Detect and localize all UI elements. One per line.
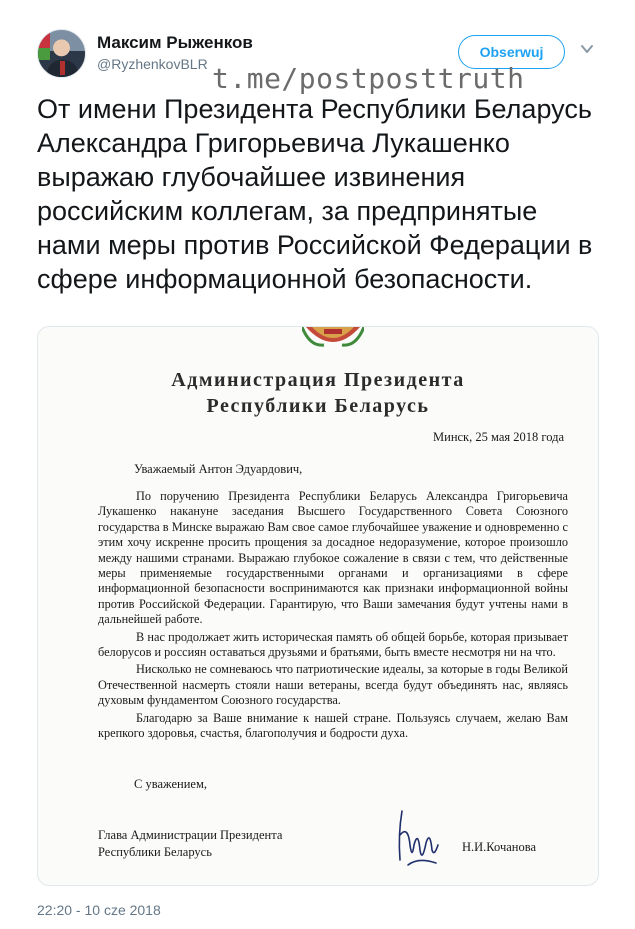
tweet-text: От имени Президента Республики Беларусь Александра Григорьевича Лукашенко выражаю глубочайшее извинения российским коллегам, за предпринятые нами меры против Российской Федерации в сфере информационной безопасности. <box>37 94 593 294</box>
letter-paragraph: Благодарю за Ваше внимание к нашей стране. Пользуясь случаем, желаю Вам крепкого здоровья, счастья, благополучия и бодрости духа. <box>98 710 568 741</box>
author-handle[interactable]: @RyzhenkovBLR <box>97 56 208 72</box>
avatar[interactable] <box>37 29 86 78</box>
watermark-text: t.me/postposttruth <box>212 62 525 95</box>
letter-date: Минск, 25 мая 2018 года <box>433 430 564 444</box>
avatar-tie <box>60 61 65 75</box>
signature-icon <box>388 805 448 875</box>
author-name[interactable]: Максим Рыженков <box>97 33 253 52</box>
state-emblem-icon <box>302 327 364 349</box>
signatory-name: Н.И.Кочанова <box>462 840 537 854</box>
letter-paragraph: По поручению Президента Республики Беларусь Александра Григорьевича Лукашенко накануне заседания Высшего Государственного Совета Союзного государства в Минске выражаю Вам свое самое глубочайшее уважение и одновременно с этим хочу искренне просить прощения за досадное недоразумение, которое произошло между нашими странами. Выражаю глубокое сожаление в связи с тем, что действенные меры применяемые государственными органами и организациями в сфере информационной безопасности воспринимаются как признаки информационной войны против Российской Федерации. Гарантирую, что Ваши замечания будут учтены нами в дальнейшей работе. <box>98 489 568 627</box>
letter-title-line1: Администрация Президента <box>171 369 465 391</box>
follow-button[interactable]: Obserwuj <box>458 35 565 69</box>
letter-closing: С уважением, <box>134 777 207 791</box>
letter-title-line2: Республики Беларусь <box>206 395 430 417</box>
letter-salutation: Уважаемый Антон Эдуардович, <box>134 462 303 476</box>
tweet-media-image[interactable] <box>37 326 599 886</box>
letter-document <box>38 327 598 885</box>
letter-body <box>98 489 568 744</box>
tweet-timestamp[interactable]: 22:20 - 10 cze 2018 <box>37 902 161 918</box>
flag-decoration <box>38 30 50 60</box>
signatory-title <box>98 827 282 861</box>
letter-title <box>38 367 598 419</box>
letter-paragraph: Нисколько не сомневаюсь что патриотические идеалы, за которые в годы Великой Отечественной насмерть стояли наши ветераны, всегда будут объединять нас, являясь духовым фундаментом Союзного государства. <box>98 662 568 708</box>
signatory-title-line2: Республики Беларусь <box>98 845 212 859</box>
signatory-title-line1: Глава Администрации Президента <box>98 828 283 842</box>
letter-paragraph: В нас продолжает жить историческая память об общей борьбе, которая призывает белорусов и россиян оставаться друзьями и братьями, быть вместе несмотря ни на что. <box>98 629 568 660</box>
chevron-down-icon[interactable] <box>579 43 595 55</box>
